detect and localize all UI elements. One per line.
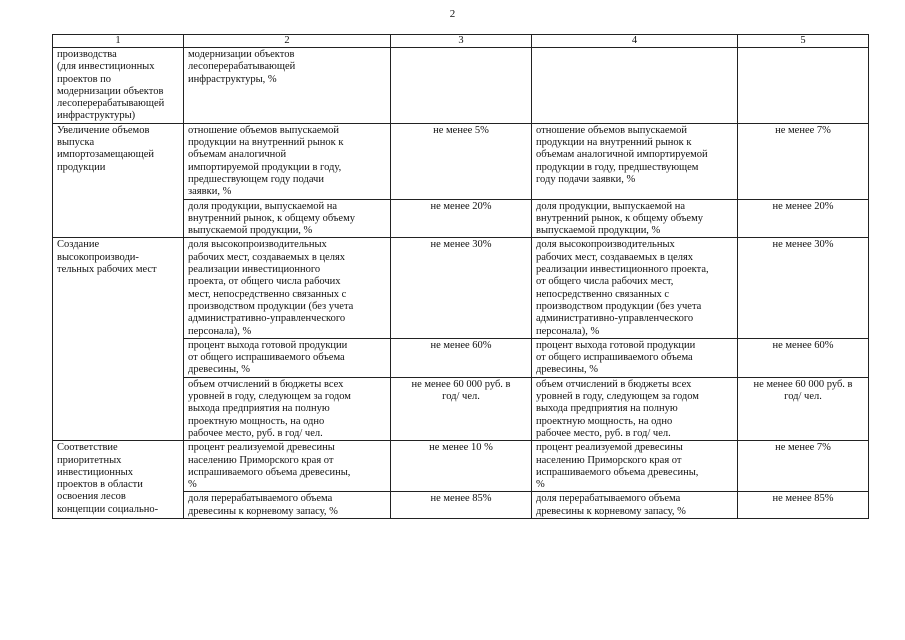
column-header: 4 [532, 35, 738, 48]
threshold-cell: не менее 30% [738, 238, 869, 338]
indicator-cell: доля продукции, выпускаемой на внутренний рынок, к общему объему выпускаемой продукции, % [532, 199, 738, 238]
indicator-cell: процент выхода готовой продукции от общего испрашиваемого объема древесины, % [184, 338, 391, 377]
threshold-cell: не менее 7% [738, 441, 869, 492]
table-row [53, 48, 869, 124]
table-row [53, 238, 869, 338]
column-header: 3 [391, 35, 532, 48]
column-header: 1 [53, 35, 184, 48]
indicator-cell: процент выхода готовой продукции от общего испрашиваемого объема древесины, % [532, 338, 738, 377]
threshold-cell: не менее 10 % [391, 441, 532, 492]
table-row [53, 441, 869, 492]
page-number: 2 [449, 8, 456, 20]
threshold-cell: не менее 20% [738, 199, 869, 238]
indicator-cell: доля высокопроизводительных рабочих мест, создаваемых в целях реализации инвестиционного проекта, от общего числа рабочих мест, непосредственно связанных с производством продукции (без учета административно-управленческого персонала), % [184, 238, 391, 338]
threshold-cell: не менее 60 000 руб. в год/ чел. [391, 377, 532, 440]
threshold-cell: не менее 20% [391, 199, 532, 238]
threshold-cell: не менее 60% [738, 338, 869, 377]
criterion-cell: Соответствие приоритетных инвестиционных проектов в области освоения лесов концепции социально- [53, 441, 184, 519]
threshold-cell: не менее 60 000 руб. в год/ чел. [738, 377, 869, 440]
column-header: 5 [738, 35, 869, 48]
criteria-table [52, 34, 869, 519]
indicator-cell: доля продукции, выпускаемой на внутренний рынок, к общему объему выпускаемой продукции, % [184, 199, 391, 238]
indicator-cell: отношение объемов выпускаемой продукции на внутренний рынок к объемам аналогичной импортируемой продукции в году, предшествующем году подачи заявки, % [532, 123, 738, 199]
threshold-cell: не менее 60% [391, 338, 532, 377]
indicator-cell: объем отчислений в бюджеты всех уровней в году, следующем за годом выхода предприятия на полную проектную мощность, на одно рабочее место, руб. в год/ чел. [184, 377, 391, 440]
table-row [53, 123, 869, 199]
criterion-cell: Увеличение объемов выпуска импортозамещающей продукции [53, 123, 184, 238]
indicator-cell: модернизации объектов лесоперерабатывающей инфраструктуры, % [184, 48, 391, 124]
threshold-cell [391, 48, 532, 124]
threshold-cell: не менее 30% [391, 238, 532, 338]
indicator-cell: доля перерабатываемого объема древесины к корневому запасу, % [532, 492, 738, 519]
criterion-cell: Создание высокопроизводи- тельных рабочих мест [53, 238, 184, 441]
table-header-row [53, 35, 869, 48]
criterion-cell: производства (для инвестиционных проектов по модернизации объектов лесоперерабатывающей инфраструктуры) [53, 48, 184, 124]
indicator-cell: объем отчислений в бюджеты всех уровней в году, следующем за годом выхода предприятия на полную проектную мощность, на одно рабочее место, руб. в год/ чел. [532, 377, 738, 440]
threshold-cell: не менее 85% [391, 492, 532, 519]
indicator-cell: отношение объемов выпускаемой продукции на внутренний рынок к объемам аналогичной импортируемой продукции в году, предшествующем году подачи заявки, % [184, 123, 391, 199]
threshold-cell: не менее 85% [738, 492, 869, 519]
indicator-cell [532, 48, 738, 124]
column-header: 2 [184, 35, 391, 48]
indicator-cell: процент реализуемой древесины населению Приморского края от испрашиваемого объема древесины, % [184, 441, 391, 492]
threshold-cell: не менее 7% [738, 123, 869, 199]
indicator-cell: доля перерабатываемого объема древесины к корневому запасу, % [184, 492, 391, 519]
indicator-cell: процент реализуемой древесины населению Приморского края от испрашиваемого объема древесины, % [532, 441, 738, 492]
threshold-cell: не менее 5% [391, 123, 532, 199]
indicator-cell: доля высокопроизводительных рабочих мест, создаваемых в целях реализации инвестиционного проекта, от общего числа рабочих мест, непосредственно связанных с производством продукции (без учета административно-управленческого персонала), % [532, 238, 738, 338]
threshold-cell [738, 48, 869, 124]
